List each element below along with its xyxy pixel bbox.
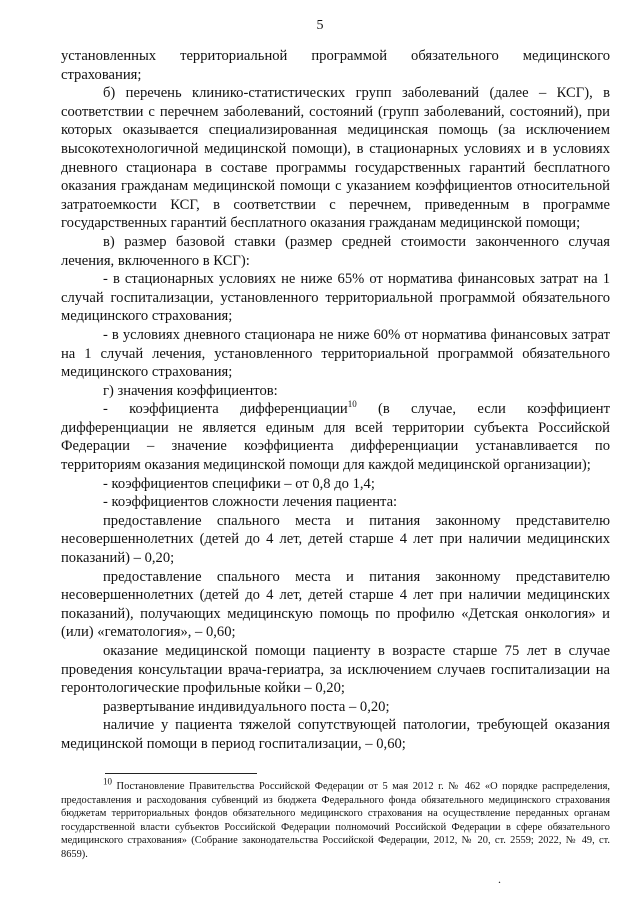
paragraph: - в условиях дневного стационара не ниже 60% от норматива финансовых затрат на 1 случай лечения, установленного территориальной программой обязательного медицинского страхования;	[61, 326, 610, 381]
paragraph: г) значения коэффициентов:	[103, 382, 278, 399]
paragraph: б) перечень клинико-статистических групп заболеваний (далее – КСГ), в соответствии с перечнем заболеваний, состояний (групп заболеваний, состояний), при которых оказывается специализированная медицинская помощь (за исключением высокотехнологичной медицинской помощи), в стационарных условиях и в условиях дневного стационара в составе программы государственных гарантий бесплатного оказания гражданам медицинской помощи с указанием коэффициентов относительной затратоемкости КСГ, в соответствии с перечнем, приведенным в программе государственных гарантий бесплатного оказания гражданам медицинской помощи;	[61, 85, 610, 232]
paragraph: - коэффициентов специфики – от 0,8 до 1,4;	[103, 475, 375, 492]
paragraph: в) размер базовой ставки (размер средней стоимости законченного случая лечения, включенного в КСГ):	[61, 233, 610, 269]
paragraph: предоставление спального места и питания законному представителю несовершеннолетних (детей до 4 лет, детей старше 4 лет при наличии медицинских показаний), получающих медицинскую помощь по профилю «Детская онкология» и (или) «гематология», – 0,60;	[61, 568, 610, 641]
footnote-divider	[105, 773, 257, 774]
paragraph: - коэффициентов сложности лечения пациента:	[103, 494, 398, 511]
paragraph: наличие у пациента тяжелой сопутствующей патологии, требующей оказания медицинской помощи в период госпитализации, – 0,60;	[61, 717, 610, 752]
paragraph-text: - коэффициента дифференциации	[103, 401, 348, 418]
paragraph: предоставление спального места и питания законному представителю несовершеннолетних (детей до 4 лет, детей старше 4 лет при наличии медицинских показаний) – 0,20;	[61, 512, 610, 567]
footnote-text: Постановление Правительства Российской Федерации от 5 мая 2012 г. № 462 «О порядке распределения, предоставления и расходования субвенций из бюджета Федерального фонда обязательного медицинского страхования бюджетам территориальных фондов обязательного медицинского страхования на осуществление переданных органам государственной власти субъектов Российской Федерации полномочий Российской Федерации в сфере обязательного медицинского страхования» (Собрание законодательства Российской Федерации, 2012, № 20, ст. 2559; 2022, № 49, ст. 8659).	[61, 781, 610, 860]
paragraph-with-footnote	[61, 400, 610, 474]
footnote	[61, 776, 610, 862]
footnote-mark: 10	[103, 776, 112, 787]
paragraph-text: (в случае, если коэффициент дифференциации не является единым для всей территории субъекта Российской Федерации – значение коэффициента дифференциации устанавливается по территориям оказания медицинской помощи для каждой медицинской организации);	[61, 401, 610, 474]
paragraph: оказание медицинской помощи пациенту в возрасте старше 75 лет в случае проведения консультации врача-гериатра, за исключением случаев госпитализации на геронтологические профильные койки – 0,20;	[61, 643, 610, 697]
paragraph: - в стационарных условиях не ниже 65% от норматива финансовых затрат на 1 случай госпитализации, установленного территориальной программой обязательного медицинского страхования;	[61, 271, 610, 325]
footnote-reference[interactable]: 10	[347, 399, 357, 410]
document-body	[61, 47, 610, 754]
paragraph: развертывание индивидуального поста – 0,20;	[103, 698, 390, 715]
stray-mark: .	[498, 872, 501, 886]
page-number: 5	[316, 18, 324, 33]
paragraph: установленных территориальной программой обязательного медицинского страхования;	[61, 48, 610, 83]
footnote-body	[61, 776, 610, 862]
